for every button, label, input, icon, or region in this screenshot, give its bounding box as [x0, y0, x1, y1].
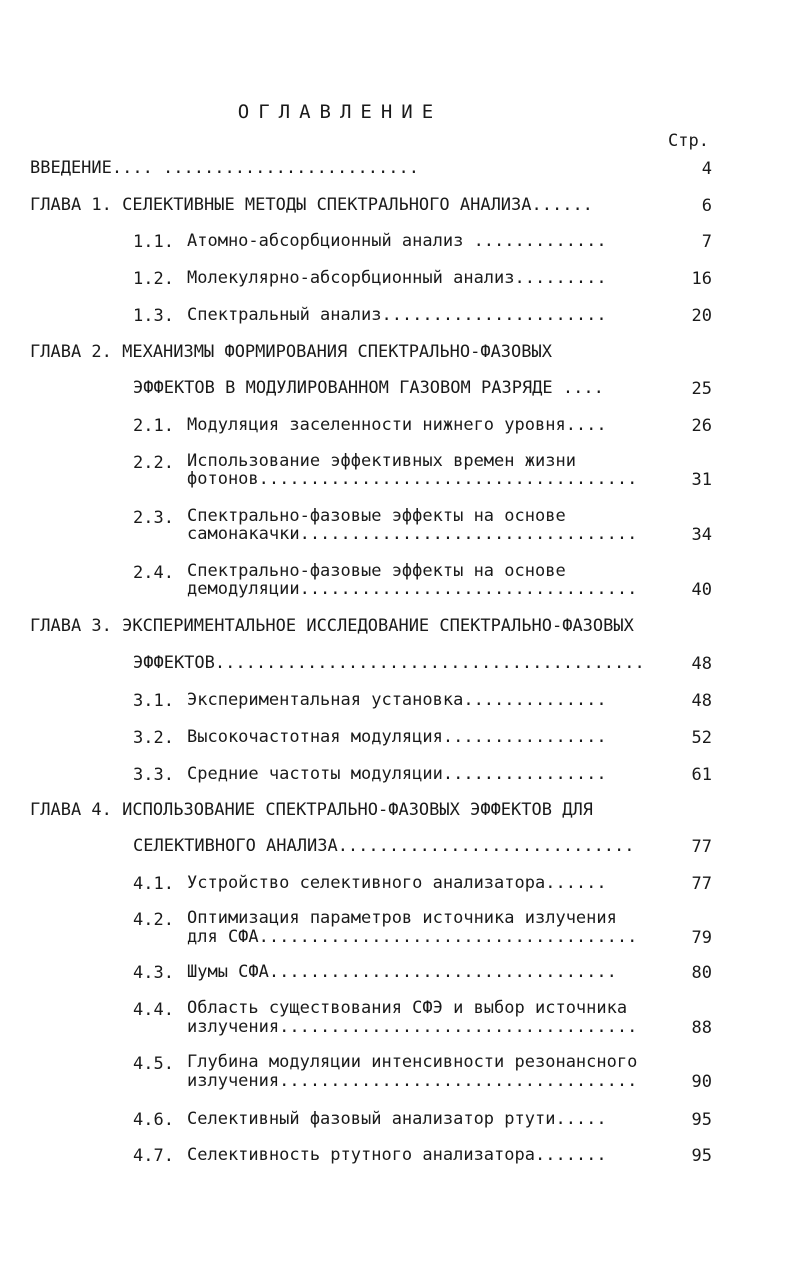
toc-entry-label: излучения...................................: [187, 1018, 638, 1036]
toc-entry-introduction: [30, 159, 650, 177]
toc-page-number: 90: [691, 1072, 712, 1092]
toc-entry-label: Устройство селективного анализатора......: [187, 874, 607, 892]
toc-entry-chapter-2-cont: [133, 379, 649, 397]
toc-page-number: 48: [691, 654, 712, 674]
toc-section-number: 4.6.: [133, 1110, 174, 1130]
toc-entry-label: Модуляция заселенности нижнего уровня....: [187, 416, 607, 434]
toc-section-number: 3.3.: [133, 765, 174, 785]
toc-entry-label: Экспериментальная установка..............: [187, 691, 607, 709]
toc-entry-label: ЭФФЕКТОВ В МОДУЛИРОВАННОМ ГАЗОВОМ РАЗРЯДЕ ....: [133, 379, 604, 397]
toc-entry-2-4-line1: Спектрально-фазовые эффекты на основе: [187, 561, 566, 581]
toc-entry-2-3-line1: Спектрально-фазовые эффекты на основе: [187, 506, 566, 526]
toc-entry-1-2: [187, 269, 649, 287]
toc-entry-chapter-1: [30, 196, 650, 214]
toc-entry-label: для СФА.....................................: [187, 928, 638, 946]
toc-section-number: 1.2.: [133, 269, 174, 289]
toc-entry-label: ГЛАВА 4. ИСПОЛЬЗОВАНИЕ СПЕКТРАЛЬНО-ФАЗОВЫХ ЭФФЕКТОВ ДЛЯ: [30, 801, 593, 819]
toc-entry-2-2-line1: Использование эффективных времен жизни: [187, 451, 576, 471]
toc-page-number: 80: [691, 963, 712, 983]
toc-entry-4-5-line2: [187, 1072, 649, 1090]
toc-section-number: 1.3.: [133, 306, 174, 326]
toc-entry-label: самонакачки.................................: [187, 525, 638, 543]
toc-section-number: 2.4.: [133, 563, 174, 583]
toc-entry-label: Молекулярно-абсорбционный анализ.........: [187, 269, 607, 287]
toc-section-number: 4.5.: [133, 1054, 174, 1074]
toc-page-number: 88: [691, 1018, 712, 1038]
toc-section-number: 4.1.: [133, 874, 174, 894]
toc-entry-label: ЭФФЕКТОВ..........................................: [133, 654, 645, 672]
toc-entry-4-1: [187, 874, 649, 892]
toc-entry-4-3: [187, 963, 649, 981]
toc-entry-label: ВВЕДЕНИЕ.... .........................: [30, 159, 419, 177]
toc-entry-chapter-3: [30, 617, 710, 635]
toc-section-number: 3.1.: [133, 691, 174, 711]
toc-entry-4-4-line1: Область существования СФЭ и выбор источника: [187, 998, 628, 1018]
toc-page-number: 77: [691, 837, 712, 857]
toc-page-number: 95: [691, 1146, 712, 1166]
toc-entry-4-6: [187, 1110, 649, 1128]
toc-page-number: 34: [691, 525, 712, 545]
toc-entry-chapter-4: [30, 801, 710, 819]
toc-entry-label: Атомно-абсорбционный анализ .............: [187, 232, 607, 250]
toc-page-number: 77: [691, 874, 712, 894]
toc-entry-label: Селективный фазовый анализатор ртути.....: [187, 1110, 607, 1128]
toc-page-number: 4: [701, 159, 712, 179]
toc-entry-chapter-2: [30, 343, 710, 361]
toc-entry-2-1: [187, 416, 649, 434]
toc-section-number: 2.3.: [133, 508, 174, 528]
toc-page-number: 31: [691, 470, 712, 490]
toc-entry-label: ГЛАВА 3. ЭКСПЕРИМЕНТАЛЬНОЕ ИССЛЕДОВАНИЕ СПЕКТРАЛЬНО-ФАЗОВЫХ: [30, 617, 634, 635]
toc-section-number: 2.1.: [133, 416, 174, 436]
toc-section-number: 4.3.: [133, 963, 174, 983]
toc-entry-2-2-line2: [187, 470, 649, 488]
toc-entry-label: демодуляции.................................: [187, 580, 638, 598]
toc-section-number: 4.7.: [133, 1146, 174, 1166]
toc-entry-4-5-line1: Глубина модуляции интенсивности резонансного: [187, 1052, 638, 1072]
toc-page-number: 20: [691, 306, 712, 326]
page-title: ОГЛАВЛЕНИЕ: [237, 101, 443, 123]
toc-entry-4-7: [187, 1146, 649, 1164]
toc-page-number: 7: [701, 232, 712, 252]
toc-entry-label: ГЛАВА 1. СЕЛЕКТИВНЫЕ МЕТОДЫ СПЕКТРАЛЬНОГО АНАЛИЗА......: [30, 196, 593, 214]
page-column-label: Стр.: [668, 131, 709, 151]
toc-page-number: 61: [691, 765, 712, 785]
toc-entry-1-1: [187, 232, 649, 250]
toc-entry-label: фотонов.....................................: [187, 470, 638, 488]
toc-entry-label: Селективность ртутного анализатора.......: [187, 1146, 607, 1164]
toc-entry-2-3-line2: [187, 525, 649, 543]
toc-section-number: 2.2.: [133, 453, 174, 473]
toc-page-number: 6: [701, 196, 712, 216]
toc-page-number: 25: [691, 379, 712, 399]
toc-page-number: 95: [691, 1110, 712, 1130]
toc-section-number: 1.1.: [133, 232, 174, 252]
toc-entry-chapter-4-cont: [133, 837, 649, 855]
toc-section-number: 3.2.: [133, 728, 174, 748]
toc-entry-2-4-line2: [187, 580, 649, 598]
toc-page-number: 16: [691, 269, 712, 289]
toc-entry-label: ГЛАВА 2. МЕХАНИЗМЫ ФОРМИРОВАНИЯ СПЕКТРАЛЬНО-ФАЗОВЫХ: [30, 343, 552, 361]
toc-section-number: 4.4.: [133, 1000, 174, 1020]
toc-entry-label: Высокочастотная модуляция................: [187, 728, 607, 746]
toc-entry-label: Шумы СФА..................................: [187, 963, 617, 981]
toc-page-number: 26: [691, 416, 712, 436]
toc-entry-label: Средние частоты модуляции................: [187, 765, 607, 783]
toc-entry-label: СЕЛЕКТИВНОГО АНАЛИЗА.............................: [133, 837, 635, 855]
toc-entry-label: излучения...................................: [187, 1072, 638, 1090]
toc-page-number: 40: [691, 580, 712, 600]
toc-entry-chapter-3-cont: [133, 654, 649, 672]
toc-page-number: 79: [691, 928, 712, 948]
toc-entry-1-3: [187, 306, 649, 324]
toc-entry-4-4-line2: [187, 1018, 649, 1036]
toc-entry-4-2-line1: Оптимизация параметров источника излучения: [187, 908, 617, 928]
toc-entry-3-1: [187, 691, 649, 709]
toc-page-number: 52: [691, 728, 712, 748]
toc-page-number: 48: [691, 691, 712, 711]
toc-entry-3-3: [187, 765, 649, 783]
toc-section-number: 4.2.: [133, 910, 174, 930]
toc-entry-3-2: [187, 728, 649, 746]
toc-entry-4-2-line2: [187, 928, 649, 946]
toc-entry-label: Спектральный анализ......................: [187, 306, 607, 324]
